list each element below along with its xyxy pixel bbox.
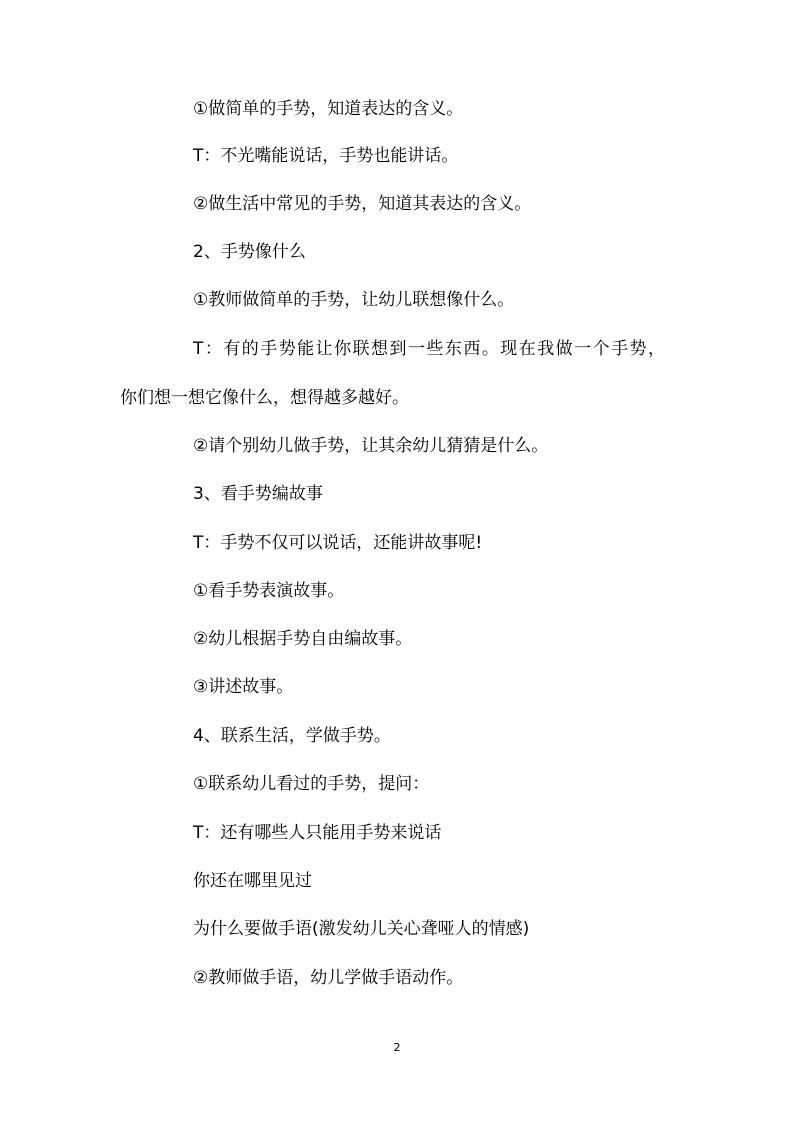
paragraph-line: 为什么要做手语(激发幼儿关心聋哑人的情感) <box>193 919 530 939</box>
section-heading: 4、联系生活，学做手势。 <box>193 726 391 746</box>
paragraph-line: T：不光嘴能说话，手势也能讲话。 <box>193 146 459 166</box>
section-heading: 3、看手势编故事 <box>193 484 323 504</box>
paragraph-line: ①做简单的手势，知道表达的含义。 <box>193 99 464 119</box>
paragraph-line: ①看手势表演故事。 <box>193 581 345 601</box>
paragraph-line: 你们想一想它像什么，想得越多越好。 <box>120 388 409 408</box>
paragraph-line: ①教师做简单的手势，让幼儿联想像什么。 <box>193 290 515 310</box>
section-heading: 2、手势像什么 <box>193 242 306 262</box>
paragraph-line: ②做生活中常见的手势，知道其表达的含义。 <box>193 194 532 214</box>
paragraph-line: T：还有哪些人只能用手势来说话 <box>193 823 442 843</box>
paragraph-line: T：手势不仅可以说话，还能讲故事呢! <box>193 533 483 553</box>
page-number: 2 <box>393 1041 401 1054</box>
paragraph-line: ②教师做手语，幼儿学做手语动作。 <box>193 968 464 988</box>
paragraph-line: ①联系幼儿看过的手势，提问： <box>193 774 430 794</box>
paragraph-line: T：有的手势能让你联想到一些东西。现在我做一个手势， <box>193 339 665 359</box>
paragraph-line: ②请个别幼儿做手势，让其余幼儿猜猜是什么。 <box>193 436 549 456</box>
paragraph-line: ③讲述故事。 <box>193 677 294 697</box>
paragraph-line: 你还在哪里见过 <box>193 871 312 891</box>
paragraph-line: ②幼儿根据手势自由编故事。 <box>193 629 413 649</box>
